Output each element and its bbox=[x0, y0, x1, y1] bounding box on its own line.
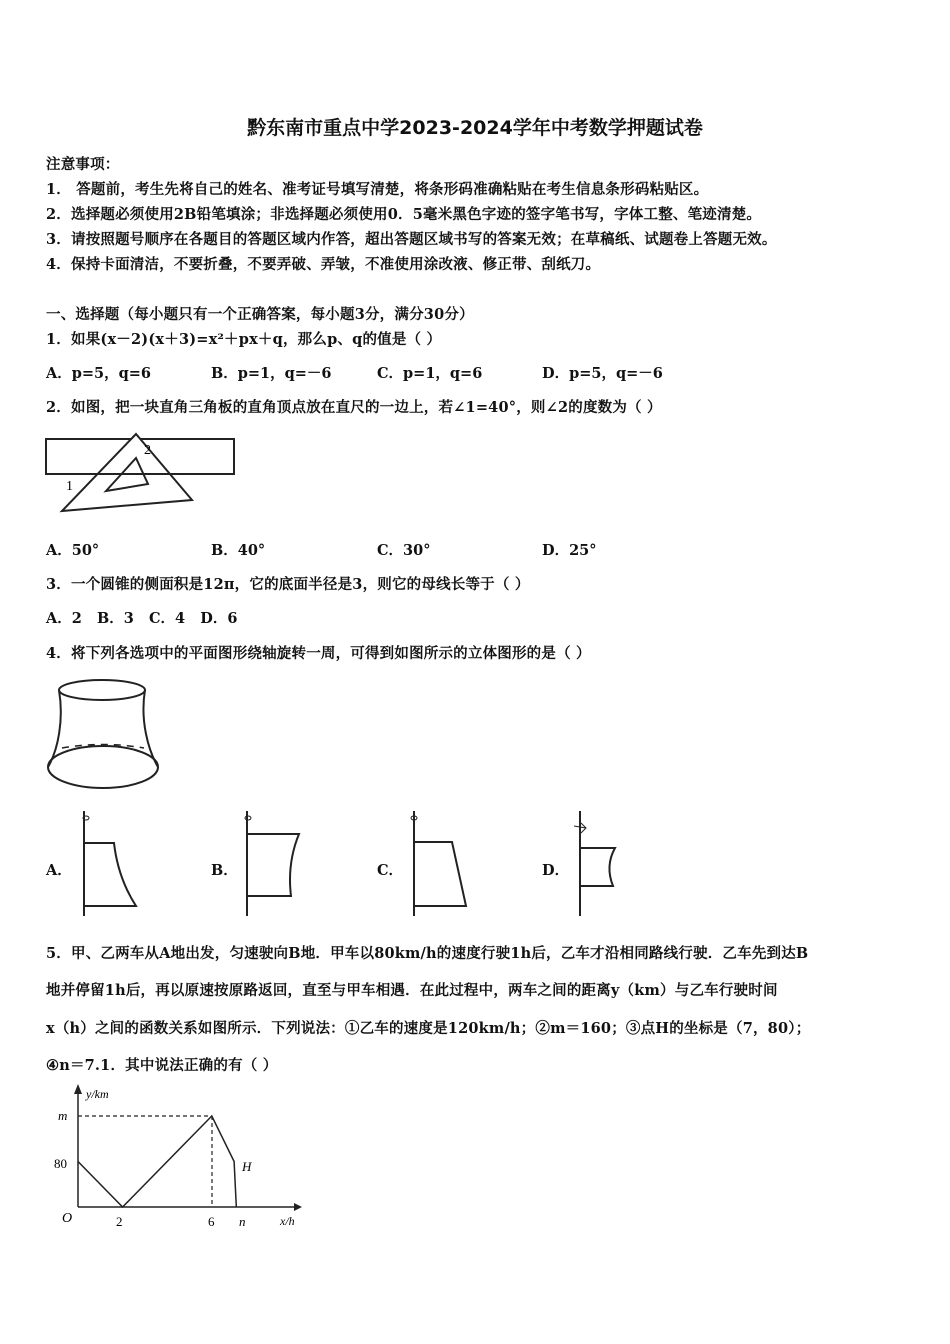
q4-option-d: D． bbox=[542, 862, 570, 879]
q3-stem: 3．一个圆锥的侧面积是12π，它的底面半径是3，则它的母线长等于（ ） bbox=[46, 576, 530, 593]
angle-2-label: 2 bbox=[144, 443, 151, 458]
section-heading: 一、选择题（每小题只有一个正确答案，每小题3分，满分30分） bbox=[46, 306, 474, 323]
q5-line: x（h）之间的函数关系如图所示．下列说法：①乙车的速度是120km/h；②m＝160；③点H的坐标是（7，80）； bbox=[46, 1020, 811, 1037]
q4-option-c: C． bbox=[377, 862, 404, 879]
q5-graph bbox=[40, 1080, 310, 1240]
q2-stem: 2．如图，把一块直角三角板的直角顶点放在直尺的一边上，若∠1=40°，则∠2的度数为（ ） bbox=[46, 399, 662, 416]
x6-tick-label: 6 bbox=[208, 1214, 215, 1229]
ruler-triangle-figure bbox=[40, 430, 240, 515]
q2-option-b: B．40° bbox=[211, 542, 266, 559]
q5-line: 地并停留1h后，再以原速按原路返回，直至与甲车相遇．在此过程中，两车之间的距离y（km）与乙车行驶时间 bbox=[46, 982, 778, 999]
page-title: 黔东南市重点中学2023-2024学年中考数学押题试卷 bbox=[247, 117, 703, 139]
q4-option-a-shape bbox=[76, 808, 146, 920]
q4-option-a: A． bbox=[46, 862, 72, 879]
q2-option-d: D．25° bbox=[542, 542, 597, 559]
q1-option-a: A．p=5，q=6 bbox=[46, 365, 152, 382]
q4-option-d-shape bbox=[571, 808, 631, 920]
notice-item: 4．保持卡面清洁，不要折叠，不要弄破、弄皱，不准使用涂改液、修正带、刮纸刀。 bbox=[46, 256, 601, 273]
q4-option-c-shape bbox=[406, 808, 476, 920]
y-axis-arrow bbox=[74, 1084, 82, 1094]
angle-1-label: 1 bbox=[66, 479, 73, 494]
frustum-figure bbox=[40, 675, 170, 795]
q2-option-a: A．50° bbox=[46, 542, 100, 559]
notice-item: 3．请按照题号顺序在各题目的答题区域内作答，超出答题区域书写的答案无效；在草稿纸、试题卷上答题无效。 bbox=[46, 231, 777, 248]
q3-options: A．2 B．3 C．4 D．6 bbox=[46, 610, 238, 627]
m-tick-label: m bbox=[58, 1108, 68, 1123]
x-axis-label: x/h bbox=[280, 1214, 295, 1228]
n-tick-label: n bbox=[239, 1214, 246, 1229]
point-h-label: H bbox=[242, 1159, 252, 1174]
q5-line: 5．甲、乙两车从A地出发，匀速驶向B地．甲车以80km/h的速度行驶1h后，乙车才沿相同路线行驶．乙车先到达B bbox=[46, 945, 809, 962]
y80-tick-label: 80 bbox=[54, 1156, 67, 1171]
set-square bbox=[62, 434, 192, 511]
q1-option-d: D．p=5，q=－6 bbox=[542, 365, 663, 382]
q5-line: ④n＝7.1．其中说法正确的有（ ） bbox=[46, 1057, 278, 1074]
q1-option-b: B．p=1，q=－6 bbox=[211, 365, 332, 382]
y-axis-label: y/km bbox=[86, 1087, 109, 1101]
q4-option-b-shape bbox=[239, 808, 309, 920]
q4-stem: 4．将下列各选项中的平面图形绕轴旋转一周，可得到如图所示的立体图形的是（ ） bbox=[46, 645, 591, 662]
q2-option-c: C．30° bbox=[377, 542, 431, 559]
x2-tick-label: 2 bbox=[116, 1214, 123, 1229]
notice-item: 2．选择题必须使用2B铅笔填涂；非选择题必须使用0．5毫米黑色字迹的签字笔书写，字体工整、笔迹清楚。 bbox=[46, 206, 762, 223]
q1-stem: 1．如果(x－2)(x＋3)=x²＋px＋q，那么p、q的值是（ ） bbox=[46, 331, 442, 348]
notice-heading: 注意事项： bbox=[46, 156, 120, 173]
notice-item: 1． 答题前，考生先将自己的姓名、准考证号填写清楚，将条形码准确粘贴在考生信息条形码粘贴区。 bbox=[46, 181, 709, 198]
q4-option-b: B． bbox=[211, 862, 238, 879]
x-axis-arrow bbox=[294, 1203, 302, 1211]
q1-option-c: C．p=1，q=6 bbox=[377, 365, 483, 382]
origin-label: O bbox=[62, 1211, 73, 1226]
